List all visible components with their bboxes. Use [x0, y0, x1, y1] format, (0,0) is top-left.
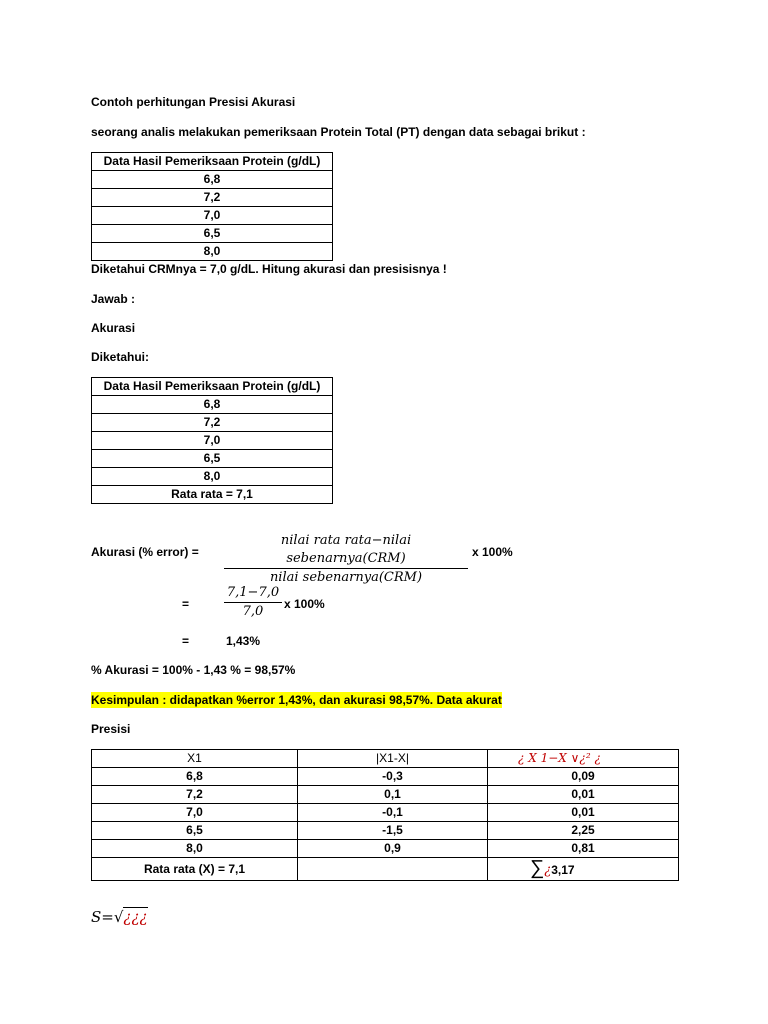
table3-sum-cell: ∑¿3,17	[488, 858, 679, 881]
question-text: Diketahui CRMnya = 7,0 g/dL. Hitung akurasi dan presisisnya !	[91, 262, 447, 276]
formula-result: 1,43%	[226, 634, 261, 648]
akurasi-result: % Akurasi = 100% - 1,43 % = 98,57%	[91, 663, 296, 677]
sum-icon: ∑	[530, 857, 545, 879]
table-protein-data	[91, 152, 333, 261]
table-row: 8,0	[92, 243, 333, 261]
presisi-heading: Presisi	[91, 722, 131, 736]
fraction-substituted	[224, 584, 282, 621]
table-row: 6,8	[92, 171, 333, 189]
formula-label: Akurasi (% error) =	[91, 545, 199, 559]
radical-icon: √	[113, 908, 124, 926]
document-title: Contoh perhitungan Presisi Akurasi	[91, 95, 296, 109]
akurasi-heading: Akurasi	[91, 321, 136, 335]
formula-times-2: x 100%	[284, 597, 325, 611]
table-row: 7,2	[92, 414, 333, 432]
table-row: 7,0	[92, 207, 333, 225]
col-header-squared: ¿ X 1−X ∨¿² ¿	[488, 750, 679, 768]
table2-header: Data Hasil Pemeriksaan Protein (g/dL)	[92, 378, 333, 396]
fraction2-numerator: 7,1−7,0	[226, 585, 280, 600]
table-row: 6,8	[92, 396, 333, 414]
table1-header: Data Hasil Pemeriksaan Protein (g/dL)	[92, 153, 333, 171]
table-precision	[91, 749, 679, 881]
table-row: 7,0	[92, 432, 333, 450]
table-protein-data-mean	[91, 377, 333, 504]
jawab-label: Jawab :	[91, 292, 136, 306]
table-row: 7,0 -0,1 0,01	[92, 804, 679, 822]
table-row: 7,2	[92, 189, 333, 207]
fraction2-denominator: 7,0	[224, 602, 282, 621]
col-header-x1: X1	[92, 750, 298, 768]
table-row: 7,2 0,1 0,01	[92, 786, 679, 804]
diketahui-label: Diketahui:	[91, 350, 150, 364]
intro-text: seorang analis melakukan pemeriksaan Protein Total (PT) dengan data sebagai brikut :	[91, 125, 586, 139]
fraction-numerator: nilai rata rata−nilai sebenarnya(CRM)	[280, 533, 412, 566]
fraction-denominator: nilai sebenarnya(CRM)	[224, 568, 468, 587]
table-row: 6,8 -0,3 0,09	[92, 768, 679, 786]
formula-equals-2: =	[182, 597, 190, 611]
table3-footer-empty	[298, 858, 488, 881]
table-row: 6,5 -1,5 2,25	[92, 822, 679, 840]
kesimpulan-highlight: Kesimpulan : didapatkan %error 1,43%, dan akurasi 98,57%. Data akurat	[91, 693, 502, 707]
table3-footer-label: Rata rata (X) = 7,1	[92, 858, 298, 881]
formula-times: x 100%	[472, 545, 513, 559]
table-row: 6,5	[92, 225, 333, 243]
col-header-deviation: |X1-X|	[298, 750, 488, 768]
formula-equals-3: =	[182, 634, 190, 648]
table-row: 6,5	[92, 450, 333, 468]
table-row: 8,0	[92, 468, 333, 486]
fraction-main	[224, 532, 468, 587]
std-dev-formula: S=√¿¿¿	[91, 908, 148, 926]
table2-footer: Rata rata = 7,1	[92, 486, 333, 504]
table-row: 8,0 0,9 0,81	[92, 840, 679, 858]
